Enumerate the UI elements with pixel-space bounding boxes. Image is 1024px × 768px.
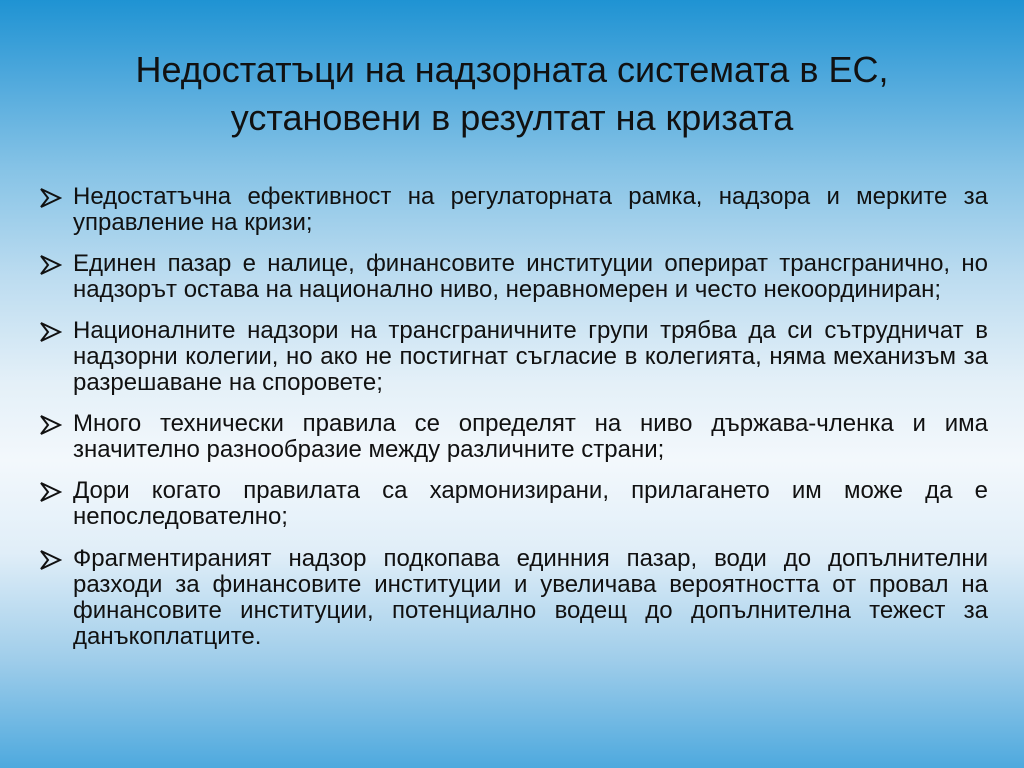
bullet-text: Много технически правила се определят на ниво държава-членка и има значително разнообразие между различните страни;	[73, 410, 988, 463]
bullet-item-5	[38, 478, 988, 530]
arrow-bullet-icon	[38, 187, 62, 209]
slide-title	[40, 46, 984, 142]
bullet-text: Единен пазар е налице, финансовите институции оперират трансгранично, но надзорът остава на национално ниво, неравномерен и често некоординиран;	[73, 250, 988, 303]
arrow-bullet-icon	[38, 549, 62, 571]
bullet-item-4	[38, 411, 988, 463]
arrow-bullet-icon	[38, 414, 62, 436]
title-line-2: установени в резултат на кризата	[230, 97, 794, 138]
arrow-bullet-icon	[38, 321, 62, 343]
bullet-item-3	[38, 318, 988, 396]
bullet-list	[38, 184, 988, 665]
bullet-item-1	[38, 184, 988, 236]
title-line-1: Недостатъци на надзорната системата в ЕС,	[135, 49, 889, 90]
bullet-item-2	[38, 251, 988, 303]
bullet-item-6	[38, 546, 988, 650]
bullet-text: Дори когато правилата са хармонизирани, прилагането им може да е непоследователно;	[73, 477, 988, 530]
bullet-text: Фрагментираният надзор подкопава единния пазар, води до допълнителни разходи за финансовите институции и увеличава вероятността от провал на финансовите институции, потенциално водещ до допълнителна тежест за данъкоплатците.	[73, 545, 988, 650]
bullet-text: Недостатъчна ефективност на регулаторната рамка, надзора и мерките за управление на кризи;	[73, 183, 988, 236]
bullet-text: Националните надзори на трансграничните групи трябва да си сътрудничат в надзорни колегии, но ако не постигнат съгласие в колегията, няма механизъм за разрешаване на споровете;	[73, 317, 988, 396]
arrow-bullet-icon	[38, 254, 62, 276]
arrow-bullet-icon	[38, 481, 62, 503]
